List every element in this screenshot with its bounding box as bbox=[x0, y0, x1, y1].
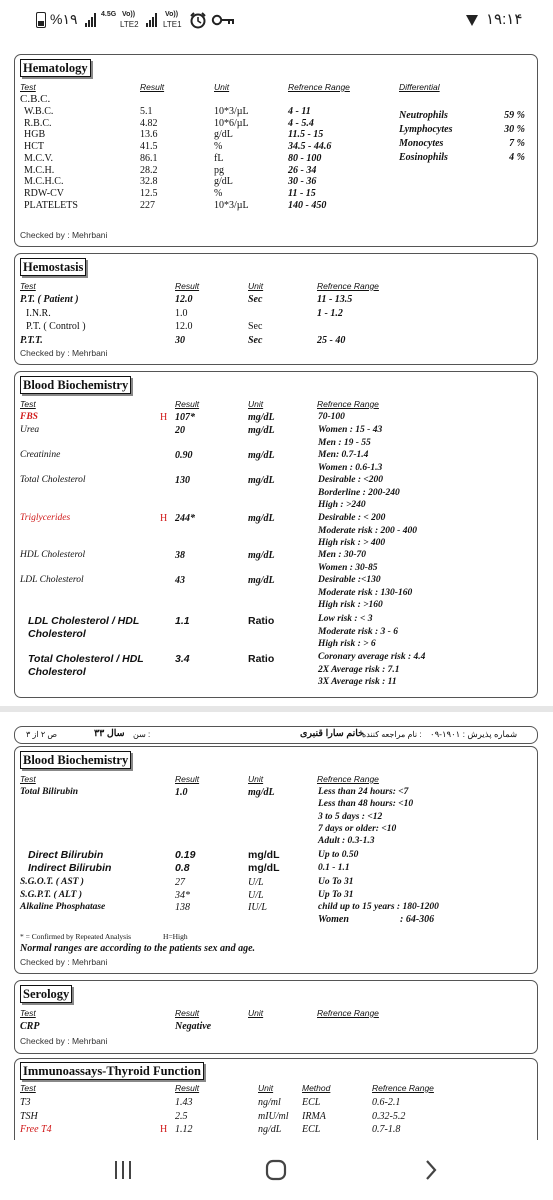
age-value: ۳۳ سال bbox=[94, 728, 125, 739]
test-name: S.G.O.T. ( AST ) bbox=[20, 877, 84, 887]
footnote-high: H=High bbox=[163, 932, 188, 941]
reference-range: 34.5 - 44.6 bbox=[288, 141, 332, 153]
hematology-title: Hematology bbox=[20, 59, 91, 77]
hdr-result: Result bbox=[175, 281, 200, 291]
test-name: HDL Cholesterol bbox=[20, 550, 86, 560]
test-name: PLATELETS bbox=[24, 199, 78, 211]
test-result: 43 bbox=[175, 575, 185, 586]
test-result: 5.1 bbox=[140, 106, 153, 117]
differential-value: 59 % bbox=[504, 110, 525, 121]
test-unit: g/dL bbox=[214, 129, 233, 141]
test-unit: 10*6/µL bbox=[214, 117, 249, 129]
reference-range: 11 - 13.5 bbox=[317, 294, 353, 305]
test-unit: mg/dL bbox=[248, 475, 275, 486]
total-bilirubin-test: Total Bilirubin bbox=[20, 787, 78, 797]
lte-label-2: LTE1 bbox=[163, 20, 182, 29]
reference-range: 0.1 - 1.1 bbox=[318, 863, 350, 873]
high-flag: H bbox=[160, 1124, 168, 1135]
test-name: Direct Bilirubin bbox=[28, 849, 104, 861]
reference-range: 80 - 100 bbox=[288, 152, 322, 164]
differential-value: 4 % bbox=[509, 152, 525, 163]
test-name: T3 bbox=[20, 1097, 31, 1108]
hdr-test: Test bbox=[20, 1083, 36, 1093]
test-name: HCT bbox=[24, 141, 44, 153]
test-unit: mg/dL bbox=[248, 862, 280, 874]
hdr-method: Method bbox=[302, 1083, 331, 1093]
serology-title: Serology bbox=[20, 985, 72, 1003]
reference-range: Men : 19 - 55 bbox=[318, 437, 371, 448]
hdr-range: Refrence Range bbox=[317, 399, 379, 409]
test-unit: % bbox=[214, 141, 223, 153]
page-separator bbox=[0, 706, 553, 712]
reference-range: High : >240 bbox=[318, 500, 366, 510]
reference-range: Women : 30-85 bbox=[318, 562, 378, 573]
hdr-result: Result bbox=[140, 82, 165, 92]
reference-range: 25 - 40 bbox=[317, 335, 346, 346]
test-unit: Sec bbox=[248, 321, 263, 332]
test-unit: mg/dL bbox=[248, 550, 275, 561]
test-unit: mg/dL bbox=[248, 849, 280, 861]
test-name: RDW-CV bbox=[24, 187, 64, 199]
hdr-range: Refrence Range bbox=[317, 281, 379, 291]
reference-range: Desirable : <200 bbox=[318, 475, 384, 485]
test-unit: mIU/ml bbox=[258, 1110, 289, 1122]
hdr-unit: Unit bbox=[214, 82, 230, 92]
test-result: 138 bbox=[175, 902, 190, 913]
reference-range: Men: 0.7-1.4 bbox=[318, 450, 369, 460]
test-name: P.T. ( Patient ) bbox=[20, 294, 79, 305]
test-unit: Ratio bbox=[248, 653, 275, 665]
reference-range: 30 - 36 bbox=[288, 176, 317, 188]
test-name: Total Cholesterol bbox=[20, 475, 86, 485]
test-name: R.B.C. bbox=[24, 117, 52, 129]
hdr-result: Result bbox=[175, 1083, 200, 1093]
test-unit: fL bbox=[214, 152, 224, 164]
hdr-test: Test bbox=[20, 774, 36, 784]
patient-label: نام مراجعه کننده : bbox=[362, 730, 422, 739]
test-name: I.N.R. bbox=[26, 308, 51, 319]
reference-range: Less than 24 hours: <7 bbox=[318, 787, 409, 797]
differential-name: Neutrophils bbox=[399, 110, 448, 121]
key-icon bbox=[211, 14, 235, 26]
high-flag: H bbox=[160, 412, 168, 423]
test-result: 38 bbox=[175, 550, 185, 561]
differential-name: Eosinophils bbox=[399, 152, 448, 163]
alp-women-label: Women bbox=[318, 914, 349, 925]
reference-range: Up To 31 bbox=[318, 890, 354, 900]
hdr-unit: Unit bbox=[258, 1083, 274, 1093]
hdr-test: Test bbox=[20, 1008, 36, 1018]
test-result: 1.43 bbox=[175, 1097, 193, 1108]
test-result: 1.1 bbox=[175, 615, 190, 627]
battery-icon bbox=[36, 12, 46, 28]
reference-range: Moderate risk : 130-160 bbox=[318, 587, 413, 598]
reference-range: 0.32-5.2 bbox=[372, 1110, 406, 1122]
test-unit: mg/dL bbox=[248, 412, 275, 423]
test-result: 28.2 bbox=[140, 164, 158, 176]
test-name: Triglycerides bbox=[20, 513, 71, 523]
age-label: سن : bbox=[133, 730, 151, 739]
test-name: FBS bbox=[20, 412, 38, 422]
test-result: 2.5 bbox=[175, 1110, 188, 1122]
test-method: ECL bbox=[302, 1097, 321, 1108]
test-result: 0.8 bbox=[175, 862, 190, 874]
test-unit: 10*3/µL bbox=[214, 199, 249, 211]
test-unit: Sec bbox=[248, 294, 263, 305]
test-result: 1.12 bbox=[175, 1124, 193, 1135]
test-name: Urea bbox=[20, 425, 40, 435]
test-result: 227 bbox=[140, 199, 155, 211]
hdr-result: Result bbox=[175, 399, 200, 409]
reference-range: Moderate risk : 200 - 400 bbox=[318, 525, 417, 536]
reference-range: 7 days or older: <10 bbox=[318, 823, 397, 834]
test-unit: ng/dL bbox=[258, 1124, 282, 1135]
reference-range: High risk : > 400 bbox=[318, 538, 386, 548]
footnote-confirmed: * = Confirmed by Repeated Analysis bbox=[20, 932, 132, 941]
test-name: M.C.V. bbox=[24, 152, 53, 164]
test-unit: U/L bbox=[248, 890, 264, 901]
network-type: 4.5G bbox=[101, 11, 117, 18]
signal-icon bbox=[85, 13, 96, 27]
test-result: 13.6 bbox=[140, 129, 158, 141]
differential-value: 7 % bbox=[509, 138, 525, 149]
test-result: 41.5 bbox=[140, 141, 158, 153]
test-name: LDL Cholesterol / HDL Cholesterol bbox=[28, 615, 140, 640]
test-unit: mg/dL bbox=[248, 575, 275, 586]
reference-range: 140 - 450 bbox=[288, 199, 327, 211]
hdr-range: Refrence Range bbox=[372, 1083, 434, 1093]
reference-range: Women : 0.6-1.3 bbox=[318, 462, 383, 473]
thyroid-title: Immunoassays-Thyroid Function bbox=[20, 1062, 204, 1080]
test-result: 12.0 bbox=[175, 294, 193, 305]
test-name: Total Cholesterol / HDL Cholesterol bbox=[28, 653, 144, 678]
hemostasis-title: Hemostasis bbox=[20, 258, 86, 276]
hematology-section bbox=[14, 54, 538, 247]
test-unit: IU/L bbox=[248, 902, 267, 913]
test-name: S.G.P.T. ( ALT ) bbox=[20, 890, 83, 900]
differential-name: Lymphocytes bbox=[399, 124, 453, 135]
test-name: M.C.H.C. bbox=[24, 176, 64, 188]
reference-range: Low risk : < 3 bbox=[318, 614, 373, 624]
reference-range: 4 - 11 bbox=[288, 106, 311, 117]
test-result: 86.1 bbox=[140, 152, 158, 164]
home-button[interactable] bbox=[265, 1159, 287, 1181]
alp-women-range: : 64-306 bbox=[400, 914, 435, 925]
test-result: 130 bbox=[175, 475, 190, 486]
recent-apps-button[interactable] bbox=[113, 1160, 133, 1180]
crp-test: CRP bbox=[20, 1021, 40, 1032]
reference-range: 4 - 5.4 bbox=[288, 117, 314, 129]
total-bilirubin-result: 1.0 bbox=[175, 787, 188, 798]
checked-by: Checked by : Mehrbani bbox=[20, 1036, 108, 1046]
test-unit: Sec bbox=[248, 335, 263, 346]
volte-label: Vo)) bbox=[122, 11, 136, 18]
test-result: 3.4 bbox=[175, 653, 190, 665]
cbc-group-label: C.B.C. bbox=[20, 93, 51, 105]
reference-range: 3X Average risk : 11 bbox=[318, 677, 397, 687]
hdr-test: Test bbox=[20, 82, 36, 92]
reference-range: child up to 15 years : 180-1200 bbox=[318, 902, 439, 912]
reference-range: Less than 48 hours: <10 bbox=[318, 799, 414, 810]
test-name: LDL Cholesterol bbox=[20, 575, 84, 585]
test-name: W.B.C. bbox=[24, 106, 54, 117]
volte-label-2: Vo)) bbox=[165, 11, 179, 18]
hdr-test: Test bbox=[20, 281, 36, 291]
hdr-result: Result bbox=[175, 1008, 200, 1018]
page-number: ص ۲ از ۳ bbox=[26, 730, 58, 739]
reference-range: 26 - 34 bbox=[288, 164, 317, 176]
biochemistry-title: Blood Biochemistry bbox=[20, 376, 131, 394]
test-method: IRMA bbox=[302, 1110, 326, 1122]
reference-range: 11.5 - 15 bbox=[288, 129, 324, 141]
test-name: Free T4 bbox=[20, 1124, 52, 1135]
reference-range: Uo To 31 bbox=[318, 877, 354, 887]
navigation-bar bbox=[0, 1140, 553, 1200]
hdr-unit: Unit bbox=[248, 281, 264, 291]
test-result: 1.0 bbox=[175, 308, 188, 319]
reference-range: High risk : >160 bbox=[318, 600, 383, 610]
reference-range: Up to 0.50 bbox=[318, 850, 359, 860]
reference-range: Coronary average risk : 4.4 bbox=[318, 652, 426, 662]
normal-ranges-note: Normal ranges are according to the patients sex and age. bbox=[20, 943, 256, 954]
hdr-range: Refrence Range bbox=[317, 774, 379, 784]
biochemistry-section bbox=[14, 371, 538, 698]
total-bilirubin-unit: mg/dL bbox=[248, 787, 275, 798]
lte-label: LTE2 bbox=[120, 20, 139, 29]
high-flag: H bbox=[160, 513, 168, 524]
test-unit: ng/ml bbox=[258, 1097, 281, 1108]
test-result: 12.5 bbox=[140, 187, 158, 199]
checked-by: Checked by : Mehrbani bbox=[20, 230, 108, 240]
reference-range: 2X Average risk : 7.1 bbox=[318, 664, 400, 675]
test-result: 0.90 bbox=[175, 450, 193, 461]
test-result: 107* bbox=[175, 412, 195, 423]
test-unit: U/L bbox=[248, 877, 264, 888]
checked-by: Checked by : Mehrbani bbox=[20, 348, 108, 358]
hdr-unit: Unit bbox=[248, 1008, 264, 1018]
test-name: Alkaline Phosphatase bbox=[20, 902, 106, 912]
test-result: 27 bbox=[175, 877, 185, 888]
back-button[interactable] bbox=[424, 1159, 438, 1181]
test-name: M.C.H. bbox=[24, 164, 55, 176]
test-name: P.T. ( Control ) bbox=[26, 321, 86, 332]
reference-range: 0.7-1.8 bbox=[372, 1124, 401, 1135]
reference-range: High risk : > 6 bbox=[318, 639, 376, 649]
test-unit: pg bbox=[214, 164, 224, 176]
alarm-icon bbox=[189, 11, 207, 29]
reference-range: 0.6-2.1 bbox=[372, 1097, 401, 1108]
differential-name: Monocytes bbox=[399, 138, 444, 149]
test-result: 244* bbox=[175, 513, 195, 524]
reference-range: 11 - 15 bbox=[288, 187, 316, 199]
hdr-range: Refrence Range bbox=[288, 82, 350, 92]
reception-number: شماره پذیرش : ۱۹۰۱-۰۹ bbox=[430, 729, 518, 739]
checked-by: Checked by : Mehrbani bbox=[20, 957, 108, 967]
test-name: P.T.T. bbox=[20, 335, 43, 346]
reference-range: Desirable : < 200 bbox=[318, 513, 386, 523]
reference-range: Men : 30-70 bbox=[318, 550, 367, 560]
test-result: 0.19 bbox=[175, 849, 196, 861]
patient-name: خانم سارا قنبری bbox=[300, 728, 365, 739]
reference-range: Women : 15 - 43 bbox=[318, 425, 383, 435]
battery-percent: %۱۹ bbox=[50, 11, 78, 27]
reference-range: Moderate risk : 3 - 6 bbox=[318, 626, 398, 637]
reference-range: Adult : 0.3-1.3 bbox=[318, 836, 375, 847]
test-unit: mg/dL bbox=[248, 513, 275, 524]
test-name: HGB bbox=[24, 129, 46, 141]
test-name: Indirect Bilirubin bbox=[28, 862, 112, 874]
test-name: TSH bbox=[20, 1110, 38, 1122]
wifi-icon bbox=[465, 13, 479, 27]
reference-range: 3 to 5 days : <12 bbox=[318, 811, 383, 822]
test-unit: % bbox=[214, 187, 223, 199]
test-unit: g/dL bbox=[214, 176, 233, 188]
signal-icon-2 bbox=[146, 13, 157, 27]
hdr-differential: Differential bbox=[399, 82, 440, 92]
test-result: 30 bbox=[175, 335, 185, 346]
test-unit: 10*3/µL bbox=[214, 106, 249, 117]
test-result: 12.0 bbox=[175, 321, 193, 332]
hdr-range: Refrence Range bbox=[317, 1008, 379, 1018]
crp-result: Negative bbox=[175, 1021, 212, 1032]
clock: ۱۹:۱۴ bbox=[486, 11, 523, 28]
hdr-test: Test bbox=[20, 399, 36, 409]
hdr-unit: Unit bbox=[248, 774, 264, 784]
test-result: 34* bbox=[175, 890, 190, 901]
test-unit: mg/dL bbox=[248, 450, 275, 461]
reference-range: Desirable :<130 bbox=[318, 575, 381, 585]
test-result: 4.82 bbox=[140, 117, 158, 129]
reference-range: 70-100 bbox=[318, 412, 345, 422]
test-result: 20 bbox=[175, 425, 185, 436]
test-name: Creatinine bbox=[20, 450, 61, 460]
test-unit: Ratio bbox=[248, 615, 275, 627]
test-method: ECL bbox=[302, 1124, 321, 1135]
test-result: 32.8 bbox=[140, 176, 158, 188]
test-unit: mg/dL bbox=[248, 425, 275, 436]
biochemistry-title-2: Blood Biochemistry bbox=[20, 751, 131, 769]
hdr-result: Result bbox=[175, 774, 200, 784]
hdr-unit: Unit bbox=[248, 399, 264, 409]
differential-value: 30 % bbox=[504, 124, 525, 135]
reference-range: Borderline : 200-240 bbox=[318, 487, 400, 498]
status-bar bbox=[0, 0, 553, 40]
reference-range: 1 - 1.2 bbox=[317, 308, 343, 319]
